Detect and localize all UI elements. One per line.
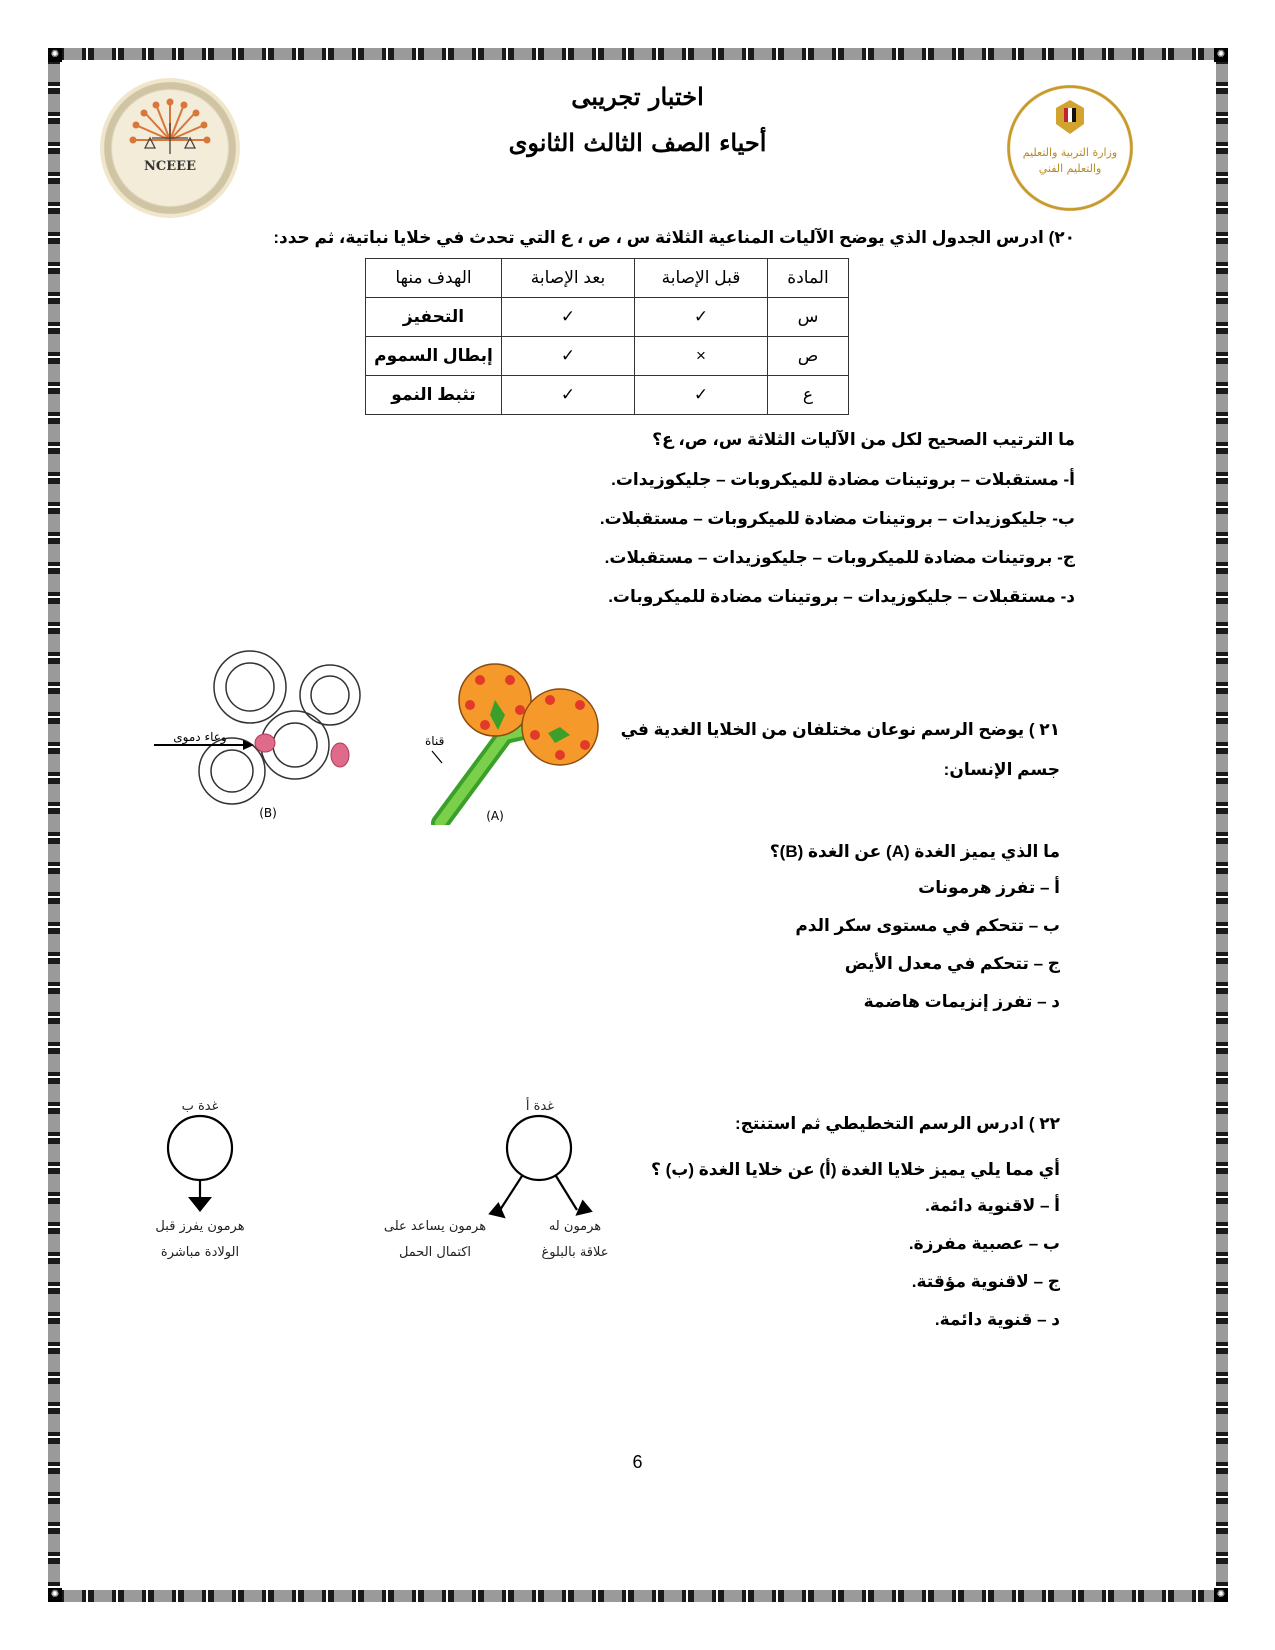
arrow-down-icon bbox=[188, 1197, 212, 1212]
table-cell: ✓ bbox=[502, 298, 635, 337]
q22-option-a[interactable]: أ – لاقنوية دائمة. bbox=[925, 1196, 1060, 1215]
exam-subtitle: أحياء الصف الثالث الثانوى bbox=[508, 128, 767, 157]
table-cell: ✓ bbox=[502, 376, 635, 415]
gland-a-output2-line1: هرمون يساعد على bbox=[383, 1219, 487, 1234]
table-header: قبل الإصابة bbox=[635, 259, 768, 298]
gland-b-output-line2: الولادة مباشرة bbox=[160, 1245, 240, 1260]
gland-b-label: غدة ب bbox=[181, 1099, 219, 1114]
table-header: الهدف منها bbox=[366, 259, 502, 298]
table-cell: ✓ bbox=[635, 298, 768, 337]
q21-option-d[interactable]: د – تفرز إنزيمات هاضمة bbox=[863, 992, 1060, 1011]
table-row bbox=[366, 298, 849, 337]
table-cell: ✓ bbox=[502, 337, 635, 376]
page-number: 6 bbox=[632, 1452, 643, 1472]
q21-question: ما الذي يميز الغدة (A) عن الغدة (B)؟ bbox=[769, 842, 1060, 861]
exam-title: اختبار تجريبى bbox=[571, 82, 704, 111]
q22-option-b[interactable]: ب – عصبية مفرزة. bbox=[908, 1234, 1060, 1253]
q20-option-d[interactable]: د- مستقبلات – جليكوزيدات – بروتينات مضادة للميكروبات. bbox=[608, 587, 1075, 606]
corner-ornament-icon: ✺ bbox=[1214, 1588, 1228, 1602]
gland-a-output2-line2: اكتمال الحمل bbox=[398, 1245, 472, 1260]
table-cell: ✓ bbox=[635, 376, 768, 415]
table-cell: س bbox=[768, 298, 849, 337]
q22-stem: ٢٢ ) ادرس الرسم التخطيطي ثم استنتج: bbox=[734, 1114, 1060, 1133]
q20-option-b[interactable]: ب- جليكوزيدات – بروتينات مضادة للميكروبات – مستقبلات. bbox=[599, 509, 1075, 528]
table-header: بعد الإصابة bbox=[502, 259, 635, 298]
q20-question: ما الترتيب الصحيح لكل من الآليات الثلاثة س، ص، ع؟ bbox=[652, 430, 1075, 449]
q20-option-a[interactable]: أ- مستقبلات – بروتينات مضادة للميكروبات – جليكوزيدات. bbox=[611, 470, 1075, 489]
duct-label: قناة bbox=[425, 734, 445, 748]
table-cell: إبطال السموم bbox=[366, 337, 502, 376]
corner-ornament-icon: ✺ bbox=[48, 1588, 62, 1602]
arrow-down-left-icon bbox=[488, 1202, 511, 1225]
table-cell: × bbox=[635, 337, 768, 376]
table-header: المادة bbox=[768, 259, 849, 298]
gland-b-circle bbox=[168, 1116, 232, 1180]
q21-option-b[interactable]: ب – تتحكم في مستوى سكر الدم bbox=[795, 916, 1060, 935]
gland-b-output-line1: هرمون يفرز قبل bbox=[155, 1219, 245, 1234]
q20-stem: ٢٠) ادرس الجدول الذي يوضح الآليات المناعية الثلاثة س ، ص ، ع التي تحدث في خلايا نباتية، ثم حدد: bbox=[273, 228, 1075, 247]
corner-ornament-icon: ✺ bbox=[1214, 48, 1228, 62]
table-header-row bbox=[366, 259, 849, 298]
exocrine-gland-figure bbox=[410, 655, 610, 825]
q21-option-a[interactable]: أ – تفرز هرمونات bbox=[918, 878, 1060, 897]
gland-a-label: غدة أ bbox=[525, 1099, 555, 1114]
table-cell: التحفيز bbox=[366, 298, 502, 337]
border-top bbox=[60, 48, 1216, 60]
endocrine-gland-figure bbox=[150, 645, 370, 825]
gland-a-output1-line2: علاقة بالبلوغ bbox=[541, 1245, 609, 1260]
q22-question: أي مما يلي يميز خلايا الغدة (أ) عن خلايا الغدة (ب) ؟ bbox=[651, 1160, 1060, 1179]
table-cell: تثبط النمو bbox=[366, 376, 502, 415]
svg-text:والتعليم الفني: والتعليم الفني bbox=[1038, 162, 1102, 175]
vessel-label: وعاء دموى bbox=[173, 730, 227, 744]
immune-mechanisms-table bbox=[365, 258, 849, 415]
gland-a-output1-line1: هرمون له bbox=[548, 1219, 602, 1234]
figure-label-a: (A) bbox=[486, 809, 504, 823]
q21-option-c[interactable]: ج – تتحكم في معدل الأيض bbox=[844, 954, 1060, 973]
hormone-diagram bbox=[130, 1080, 630, 1300]
border-bottom bbox=[60, 1590, 1216, 1602]
table-row bbox=[366, 337, 849, 376]
nceee-logo-text: NCEEE bbox=[144, 159, 196, 174]
border-left bbox=[48, 60, 60, 1590]
table-cell: ص bbox=[768, 337, 849, 376]
q22-option-d[interactable]: د – قنوية دائمة. bbox=[934, 1310, 1060, 1329]
table-cell: ع bbox=[768, 376, 849, 415]
q21-stem-line2: جسم الإنسان: bbox=[943, 760, 1060, 779]
corner-ornament-icon: ✺ bbox=[48, 48, 62, 62]
q21-stem-line1: ٢١ ) يوضح الرسم نوعان مختلفان من الخلايا الغدية في bbox=[620, 720, 1060, 739]
svg-text:وزارة التربية والتعليم: وزارة التربية والتعليم bbox=[1022, 146, 1118, 159]
figure-label-b: (B) bbox=[259, 806, 277, 820]
blood-vessel-icon bbox=[255, 734, 275, 752]
q22-option-c[interactable]: ج – لاقنوية مؤقتة. bbox=[911, 1272, 1060, 1291]
blood-vessel-icon bbox=[331, 743, 349, 767]
table-row bbox=[366, 376, 849, 415]
q20-option-c[interactable]: ج- بروتينات مضادة للميكروبات – جليكوزيدات – مستقبلات. bbox=[604, 548, 1075, 567]
border-right bbox=[1216, 60, 1228, 1590]
